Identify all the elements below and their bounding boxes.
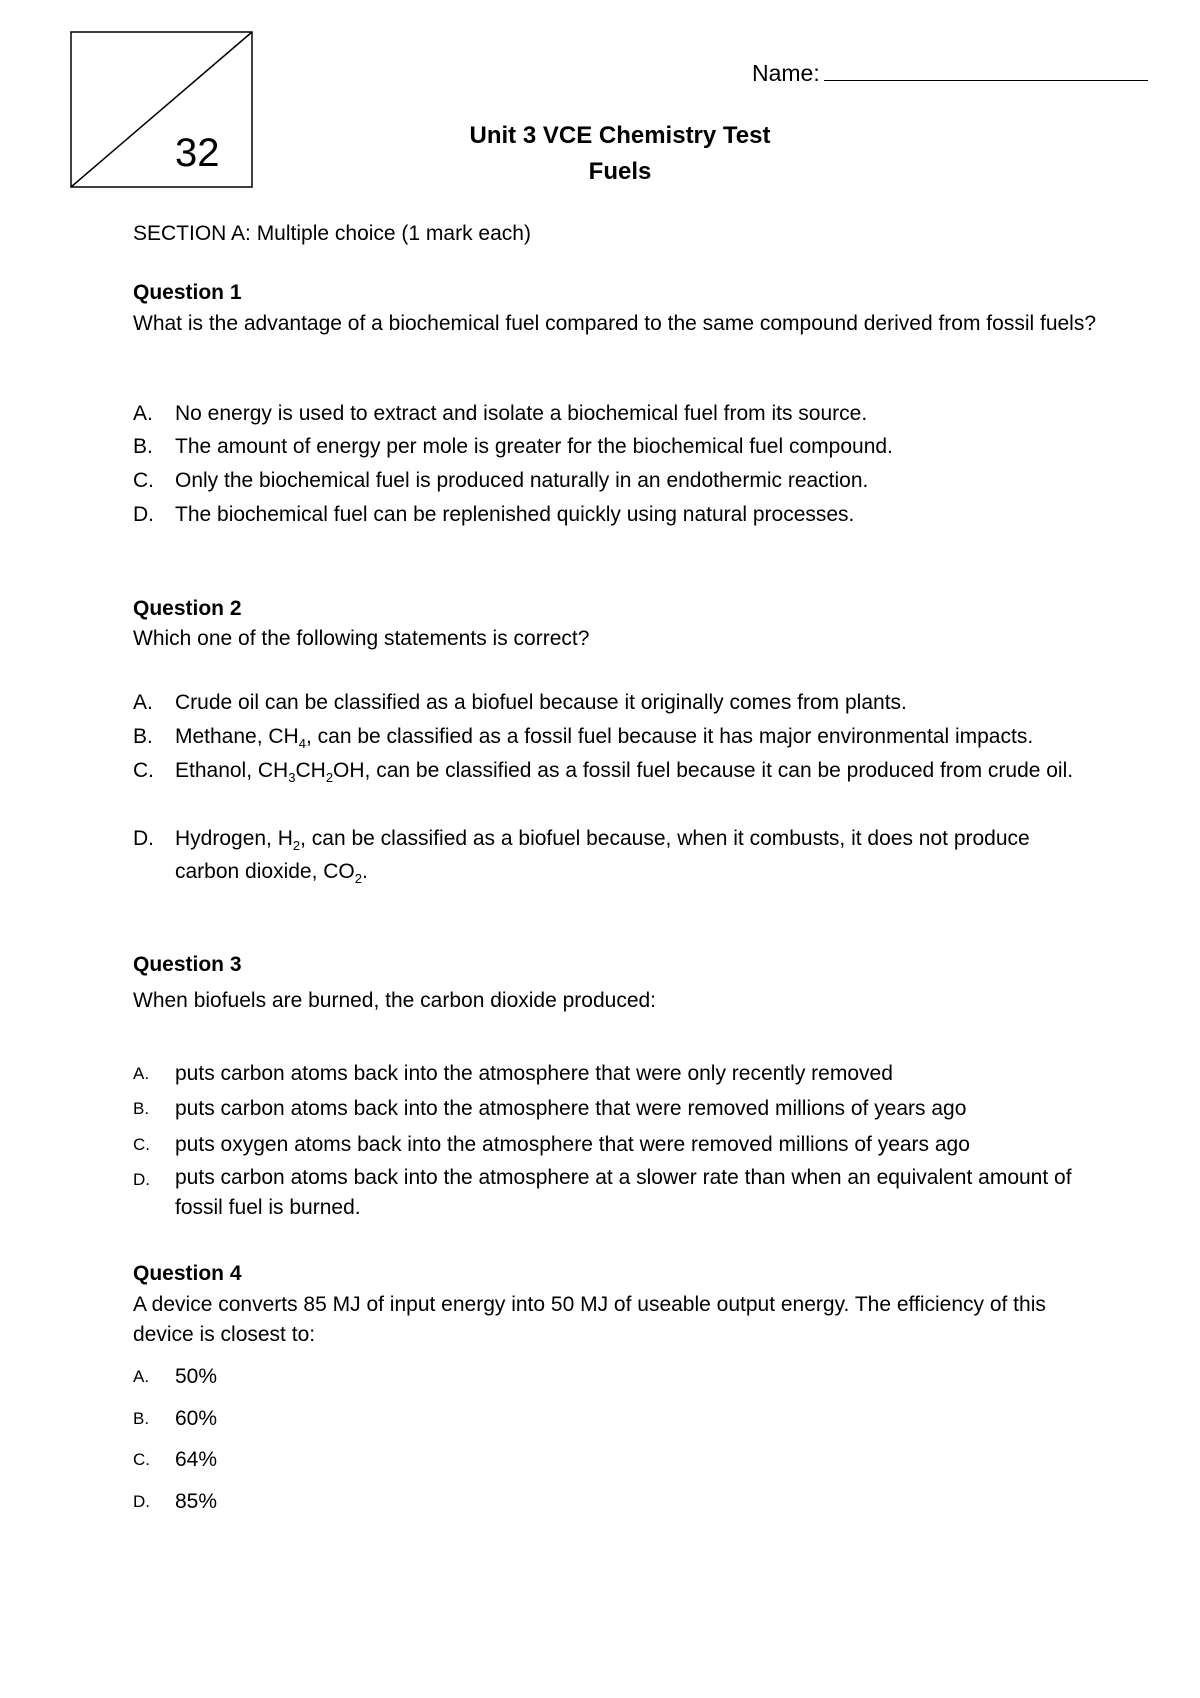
option-letter: B. bbox=[133, 1099, 150, 1118]
question-2-title: Question 2 bbox=[133, 597, 242, 620]
option-text: 60% bbox=[175, 1407, 218, 1430]
option-text: puts carbon atoms back into the atmosphere that were removed millions of years ago bbox=[175, 1097, 967, 1120]
option-letter: C. bbox=[133, 1135, 150, 1154]
question-4-stem: A device converts 85 MJ of input energy into 50 MJ of useable output energy. The efficiency of this device is closest to: bbox=[133, 1293, 1046, 1346]
text-part: , can be classified as a fossil fuel because it has major environmental impacts. bbox=[305, 725, 1034, 748]
text-part: OH, can be classified as a fossil fuel because it can be produced from crude oil. bbox=[333, 759, 1074, 782]
page-subtitle: Fuels bbox=[588, 158, 652, 185]
option-letter: C. bbox=[133, 469, 154, 492]
subscript: 2 bbox=[292, 838, 301, 854]
option-text: 85% bbox=[175, 1490, 218, 1513]
text-part: . bbox=[362, 860, 368, 883]
option-letter: C. bbox=[133, 1450, 150, 1469]
option-text: 64% bbox=[175, 1448, 218, 1471]
name-label: Name: bbox=[752, 60, 820, 86]
option-text bbox=[175, 822, 1093, 888]
text-part: Methane, CH bbox=[175, 725, 299, 748]
option-letter: B. bbox=[133, 725, 153, 748]
option-letter: B. bbox=[133, 435, 153, 458]
option-letter: D. bbox=[133, 1170, 150, 1189]
option-text: No energy is used to extract and isolate a biochemical fuel from its source. bbox=[175, 402, 868, 425]
option-text bbox=[175, 754, 1093, 787]
option-text: puts carbon atoms back into the atmosphere that were only recently removed bbox=[175, 1062, 893, 1085]
text-part: Hydrogen, H bbox=[175, 827, 293, 850]
option-letter: A. bbox=[133, 1064, 150, 1083]
text-part: Ethanol, CH bbox=[175, 759, 289, 782]
option-text: Crude oil can be classified as a biofuel because it originally comes from plants. bbox=[175, 691, 907, 714]
question-4-title: Question 4 bbox=[133, 1262, 242, 1285]
score-value: 32 bbox=[175, 131, 220, 175]
option-letter: A. bbox=[133, 402, 153, 425]
option-letter: D. bbox=[133, 1492, 150, 1511]
question-1-stem: What is the advantage of a biochemical fuel compared to the same compound derived from fossil fuels? bbox=[133, 312, 1097, 335]
text-part: , can be classified as a biofuel because, when it combusts, it does not produce carbon dioxide, CO bbox=[175, 827, 1030, 883]
name-blank-line[interactable] bbox=[824, 60, 1148, 81]
subscript: 2 bbox=[354, 871, 362, 887]
question-2-stem: Which one of the following statements is correct? bbox=[133, 627, 590, 650]
question-3-title: Question 3 bbox=[133, 953, 242, 976]
question-3-stem: When biofuels are burned, the carbon dioxide produced: bbox=[133, 989, 657, 1012]
option-text: Only the biochemical fuel is produced naturally in an endothermic reaction. bbox=[175, 469, 869, 492]
name-field[interactable] bbox=[752, 60, 1148, 87]
option-text: 50% bbox=[175, 1365, 218, 1388]
score-box bbox=[70, 31, 253, 188]
page-title: Unit 3 VCE Chemistry Test bbox=[469, 122, 771, 149]
option-letter: D. bbox=[133, 827, 154, 850]
text-part: CH bbox=[295, 759, 326, 782]
option-letter: D. bbox=[133, 503, 154, 526]
option-text: puts carbon atoms back into the atmosphere at a slower rate than when an equivalent amount of fossil fuel is burned. bbox=[175, 1166, 1072, 1219]
option-text: The biochemical fuel can be replenished quickly using natural processes. bbox=[175, 503, 855, 526]
subscript: 2 bbox=[325, 770, 334, 786]
score-box-frame bbox=[70, 31, 253, 188]
option-letter: C. bbox=[133, 759, 154, 782]
option-letter: A. bbox=[133, 1367, 150, 1386]
option-text: The amount of energy per mole is greater for the biochemical fuel compound. bbox=[175, 435, 893, 458]
option-letter: B. bbox=[133, 1409, 150, 1428]
subscript: 3 bbox=[288, 770, 296, 786]
option-text bbox=[175, 720, 1093, 753]
section-heading: SECTION A: Multiple choice (1 mark each) bbox=[133, 222, 531, 245]
subscript: 4 bbox=[298, 736, 306, 752]
option-letter: A. bbox=[133, 691, 153, 714]
option-text: puts oxygen atoms back into the atmosphere that were removed millions of years ago bbox=[175, 1133, 970, 1156]
question-1-title: Question 1 bbox=[133, 281, 242, 304]
